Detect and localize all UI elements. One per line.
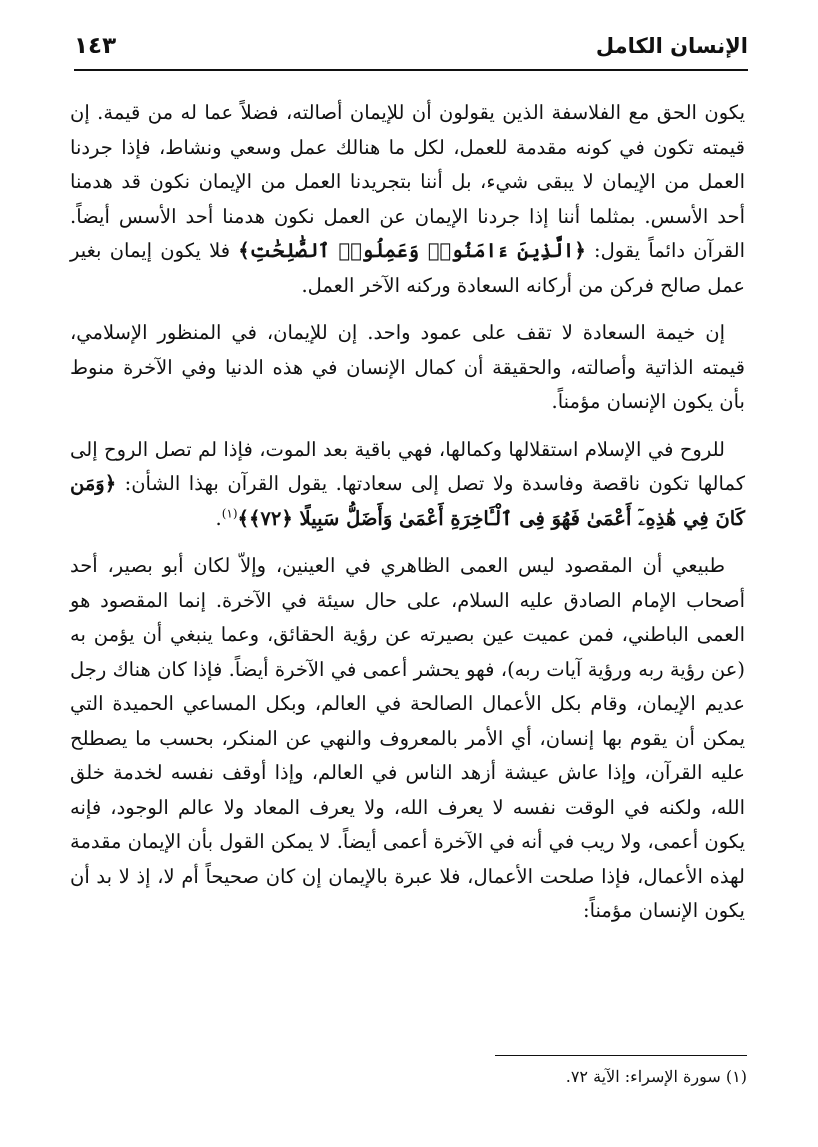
paragraph-1-text: يكون الحق مع الفلاسفة الذين يقولون أن للإيمان أصالته، فضلاً عما له من قيمة. إن قيمته تكون في كونه مقدمة للعمل، لكل ما هنالك عمل وسعي ونشاط، فإذا جردنا العمل من الإيمان لا يبقى شيء، بل أننا بتجريدنا العمل من الإيمان نكون قد هدمنا أحد الأسس. بمثلما أننا إذا جردنا الإيمان عن العمل نكون هدمنا أحد الأسس أيضاً. القرآن دائماً يقول: [70, 101, 746, 262]
paragraph-3 [70, 433, 745, 537]
header-rule [74, 69, 748, 71]
footnote-rule [495, 1055, 747, 1056]
page-header [74, 26, 748, 66]
running-title: الإنسان الكامل [595, 34, 748, 58]
footnote-marker: (١) [221, 506, 238, 520]
paragraph-4-text: طبيعي أن المقصود ليس العمى الظاهري في العينين، وإلاّ لكان أبو بصير، أحد أصحاب الإمام الصادق عليه السلام، على حال سيئة في الآخرة. إنما المقصود هو العمى الباطني، فمن عميت عين بصيرته عن رؤية الحقائق، وعما ينبغي أن يؤمن به (عن رؤية ربه ورؤية آيات ربه)، فهو يحشر أعمى في الآخرة أيضاً. فإذا كان هناك رجل عديم الإيمان، وقام بكل الأعمال الصالحة في العالم، وبكل المساعي الحميدة التي يمكن أن يقوم بها إنسان، أي الأمر بالمعروف والنهي عن المنكر، بحسب ما يصطلح عليه القرآن، وإذا عاش عيشة أزهد الناس في العالم، وإذا أوقف نفسه لخدمة خلق الله، ولكنه في الوقت نفسه لا يعرف الله، ولا يعرف المعاد ولا عالم الوجود، فإنه يكون أعمى، ولا ريب في أنه في الآخرة أعمى أيضاً. لا يمكن القول بأن الإيمان مقدمة لهذه الأعمال، فإذا صلحت الأعمال، فلا عبرة بالإيمان إن كان صحيحاً أم لا، إذ لا بد أن يكون الإنسان مؤمناً: [70, 554, 745, 922]
paragraph-1 [70, 96, 745, 303]
footnote: (١) سورة الإسراء: الآية ٧٢. [565, 1067, 747, 1086]
paragraph-3-text: للروح في الإسلام استقلالها وكمالها، فهي باقية بعد الموت، فإذا لم تصل الروح إلى كمالها تكون ناقصة وفاسدة ولا تصل إلى سعادتها. يقول القرآن بهذا الشأن: [70, 437, 745, 495]
paragraph-2 [70, 316, 745, 420]
quran-quote-2: ﴿وَمَن كَانَ فِي هَٰذِهِۦٓ أَعْمَىٰ فَهُوَ فِى ٱلْـَٔاخِرَةِ أَعْمَىٰ وَأَضَلُّ سَبِيلًا ﴿٧٢﴾﴾ [70, 472, 745, 530]
page-number: ١٤٣ [74, 33, 117, 59]
paragraph-2-text: إن خيمة السعادة لا تقف على عمود واحد. إن للإيمان، في المنظور الإسلامي، قيمته الذاتية وأصالته، والحقيقة أن كمال الإنسان في هذه الدنيا وفي الآخرة منوط بأن يكون الإنسان مؤمناً. [70, 321, 745, 413]
paragraph-3-after: . [215, 506, 222, 530]
paragraph-4 [70, 549, 745, 929]
paragraph-1-after: فلا يكون إيمان بغير عمل صالح فركن من أركانه السعادة وركنه الآخر العمل. [70, 239, 745, 297]
body-text [70, 96, 745, 929]
quran-quote-1: ﴿الَّذِينَ ءَامَنُوا۟ وَعَمِلُوا۟ ٱلصَّٰلِحَٰتِ﴾ [238, 239, 586, 262]
